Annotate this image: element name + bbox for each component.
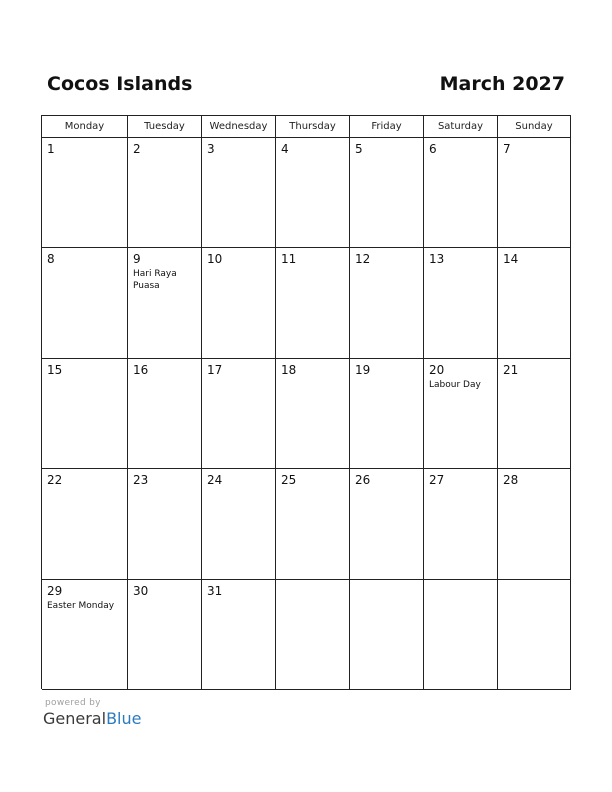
region-title: Cocos Islands: [47, 73, 193, 95]
day-number: 4: [281, 142, 289, 156]
day-number: 29: [47, 583, 63, 598]
day-number: 2: [133, 142, 141, 156]
day-number: 22: [47, 473, 63, 488]
day-number: 20: [429, 362, 445, 377]
day-cell: [424, 469, 498, 579]
day-cell: [424, 359, 498, 469]
day-cell: [498, 248, 571, 358]
day-number: 14: [503, 252, 519, 267]
week-row: [42, 580, 571, 690]
day-number: 5: [355, 142, 363, 156]
weekday-header: Thursday: [276, 116, 350, 138]
day-number: 10: [207, 252, 223, 267]
day-cell: [276, 248, 350, 358]
weeks-container: [42, 138, 571, 690]
week-row: [42, 469, 571, 579]
day-number: 3: [207, 142, 215, 156]
day-cell: [42, 469, 128, 579]
calendar-grid: [41, 115, 571, 689]
weekday-header: Friday: [350, 116, 424, 138]
holiday-label: Easter Monday: [47, 600, 115, 611]
weekday-header: Monday: [42, 116, 128, 138]
footer-branding: [43, 698, 141, 729]
powered-by-text: powered by: [45, 698, 101, 708]
day-cell: [202, 248, 276, 358]
day-cell: [276, 138, 350, 248]
day-number: 27: [429, 473, 445, 488]
day-cell: [350, 580, 424, 690]
weekday-header-row: [42, 116, 571, 138]
day-number: 13: [429, 252, 445, 267]
day-number: 26: [355, 473, 371, 488]
holiday-label: Hari Raya Puasa: [133, 269, 177, 292]
day-cell: [42, 138, 128, 248]
brand-general-text: General: [43, 709, 107, 728]
day-cell: [498, 580, 571, 690]
day-cell: [498, 469, 571, 579]
day-cell: [498, 138, 571, 248]
day-cell: [276, 359, 350, 469]
day-cell: [128, 248, 202, 358]
month-title: March 2027: [439, 73, 565, 95]
weekday-header: Saturday: [424, 116, 498, 138]
day-number: 6: [429, 142, 437, 156]
day-number: 18: [281, 362, 297, 377]
brand-logo[interactable]: [43, 709, 141, 729]
weekday-header: Sunday: [498, 116, 571, 138]
day-cell: [42, 248, 128, 358]
weekday-header: Tuesday: [128, 116, 202, 138]
day-cell: [202, 580, 276, 690]
day-cell: [128, 469, 202, 579]
day-number: 25: [281, 473, 297, 488]
day-number: 1: [47, 142, 55, 156]
day-cell: [350, 138, 424, 248]
day-number: 17: [207, 362, 223, 377]
day-number: 21: [503, 362, 519, 377]
day-cell: [424, 138, 498, 248]
week-row: [42, 138, 571, 248]
brand-blue-text: Blue: [106, 709, 142, 728]
day-number: 28: [503, 473, 519, 488]
day-number: 11: [281, 252, 297, 267]
day-number: 30: [133, 583, 149, 598]
weekday-header: Wednesday: [202, 116, 276, 138]
week-row: [42, 248, 571, 358]
day-number: 19: [355, 362, 371, 377]
day-cell: [350, 469, 424, 579]
day-cell: [202, 469, 276, 579]
day-number: 12: [355, 252, 371, 267]
holiday-label: Labour Day: [429, 379, 481, 390]
day-number: 7: [503, 142, 511, 156]
day-cell: [276, 580, 350, 690]
day-cell: [128, 580, 202, 690]
day-cell: [128, 359, 202, 469]
day-cell: [350, 359, 424, 469]
day-cell: [42, 359, 128, 469]
day-cell: [276, 469, 350, 579]
day-number: 9: [133, 252, 141, 267]
day-cell: [350, 248, 424, 358]
day-number: 31: [207, 583, 223, 598]
day-number: 8: [47, 252, 55, 267]
day-cell: [498, 359, 571, 469]
day-cell: [202, 138, 276, 248]
day-cell: [42, 580, 128, 690]
day-cell: [128, 138, 202, 248]
day-number: 23: [133, 473, 149, 488]
day-cell: [202, 359, 276, 469]
day-cell: [424, 580, 498, 690]
week-row: [42, 359, 571, 469]
day-number: 15: [47, 362, 63, 377]
day-number: 16: [133, 362, 149, 377]
day-number: 24: [207, 473, 223, 488]
day-cell: [424, 248, 498, 358]
